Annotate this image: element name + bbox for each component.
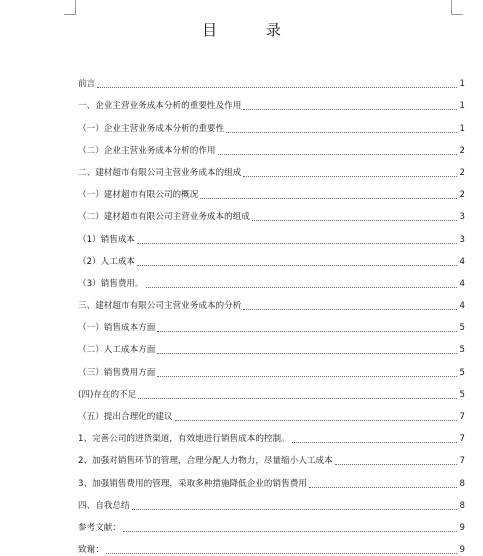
toc-entry-page-number: 3	[459, 234, 465, 245]
toc-entry[interactable]	[78, 290, 467, 312]
dot-leader	[226, 132, 457, 133]
dot-leader	[200, 198, 457, 199]
dot-leader	[137, 265, 457, 266]
dot-leader	[309, 487, 457, 488]
dot-leader	[243, 309, 457, 310]
toc-entry[interactable]	[78, 490, 467, 512]
toc-entry-page-number: 8	[459, 500, 465, 511]
dot-leader	[175, 420, 457, 421]
dot-leader	[157, 353, 457, 354]
dot-leader	[132, 509, 457, 510]
toc-entry-text: 四、自我总结	[78, 500, 130, 511]
toc-entry-text: （二）建材超市有限公司主营业务成本的组成	[78, 212, 250, 223]
toc-entry-page-number: 1	[459, 101, 465, 112]
toc-entry[interactable]	[78, 135, 467, 157]
toc-entry-text: （三）销售费用方面	[78, 367, 156, 378]
toc-entry-text: 前言	[78, 79, 96, 90]
table-of-contents	[78, 68, 467, 556]
toc-entry-page-number: 1	[459, 79, 465, 90]
toc-entry-text: （2）人工成本	[78, 256, 136, 267]
toc-entry-text: 致谢：	[78, 545, 104, 556]
dot-leader	[292, 442, 457, 443]
toc-entry-text: （3）销售费用。	[78, 278, 144, 289]
dot-leader	[252, 220, 457, 221]
toc-entry-page-number: 5	[459, 345, 465, 356]
toc-entry[interactable]	[78, 223, 467, 245]
toc-entry[interactable]	[78, 379, 467, 401]
dot-leader	[157, 376, 457, 377]
toc-entry-page-number: 8	[459, 478, 465, 489]
toc-entry[interactable]	[78, 246, 467, 268]
toc-entry[interactable]	[78, 356, 467, 378]
toc-entry[interactable]	[78, 334, 467, 356]
dot-leader	[243, 176, 457, 177]
dot-leader	[137, 243, 457, 244]
toc-entry[interactable]	[78, 512, 467, 534]
toc-entry-text: 一、企业主营业务成本分析的重要性及作用	[78, 101, 242, 112]
dot-leader	[123, 531, 457, 532]
toc-entry[interactable]	[78, 68, 467, 90]
toc-entry-text: 二、建材超市有限公司主营业务成本的组成	[78, 167, 242, 178]
toc-entry-page-number: 4	[459, 301, 465, 312]
toc-entry-page-number: 3	[459, 212, 465, 223]
toc-entry-page-number: 4	[459, 256, 465, 267]
toc-entry-page-number: 2	[459, 145, 465, 156]
toc-entry-page-number: 9	[459, 545, 465, 556]
toc-entry-page-number: 4	[459, 278, 465, 289]
toc-entry-page-number: 2	[459, 167, 465, 178]
toc-entry-text: （一）销售成本方面	[78, 323, 156, 334]
toc-entry[interactable]	[78, 201, 467, 223]
toc-entry-page-number: 7	[459, 456, 465, 467]
dot-leader	[146, 287, 457, 288]
toc-entry[interactable]	[78, 312, 467, 334]
toc-entry[interactable]	[78, 423, 467, 445]
toc-entry-page-number: 5	[459, 389, 465, 400]
toc-entry-page-number: 5	[459, 367, 465, 378]
dot-leader	[138, 398, 457, 399]
toc-entry-text: (四)存在的不足	[78, 389, 137, 400]
toc-entry-text: （二）人工成本方面	[78, 345, 156, 356]
toc-entry[interactable]	[78, 179, 467, 201]
toc-entry[interactable]	[78, 401, 467, 423]
toc-entry-text: （五）提出合理化的建议	[78, 412, 173, 422]
dot-leader	[97, 87, 457, 88]
crop-mark-top-left	[64, 0, 76, 15]
toc-entry-page-number: 7	[459, 412, 465, 422]
toc-entry-text: （二）企业主营业务成本分析的作用	[78, 145, 216, 156]
toc-entry-page-number: 2	[459, 190, 465, 201]
toc-entry-page-number: 9	[459, 522, 465, 533]
dot-leader	[157, 331, 457, 332]
toc-entry-text: 2、加强对销售环节的管理，合理分配人力物力，尽量缩小人工成本	[78, 456, 333, 467]
dot-leader	[106, 553, 457, 554]
toc-entry-text: （1）销售成本	[78, 234, 136, 245]
toc-entry-text: （一）建材超市有限公司的概况	[78, 190, 199, 201]
toc-entry-page-number: 7	[459, 434, 465, 445]
toc-entry-text: 3、加强销售费用的管理，采取多种措施降低企业的销售费用	[78, 478, 307, 489]
toc-title: 目 录	[202, 21, 303, 39]
toc-entry-text: 三、建材超市有限公司主营业务成本的分析	[78, 301, 242, 312]
toc-entry-text: （一）企业主营业务成本分析的重要性	[78, 123, 225, 134]
toc-entry[interactable]	[78, 90, 467, 112]
dot-leader	[335, 464, 457, 465]
toc-entry[interactable]	[78, 445, 467, 467]
toc-entry-page-number: 1	[459, 123, 465, 134]
toc-entry-text: 参考文献：	[78, 522, 121, 533]
crop-mark-top-right	[451, 0, 463, 15]
toc-entry-page-number: 5	[459, 323, 465, 334]
dot-leader	[218, 154, 457, 155]
toc-entry[interactable]	[78, 467, 467, 489]
toc-entry-text: 1、完善公司的进货渠道，有效地进行销售成本的控制。	[78, 434, 290, 445]
toc-entry[interactable]	[78, 157, 467, 179]
toc-entry[interactable]	[78, 534, 467, 556]
toc-entry[interactable]	[78, 112, 467, 134]
toc-entry[interactable]	[78, 268, 467, 290]
dot-leader	[243, 109, 457, 110]
